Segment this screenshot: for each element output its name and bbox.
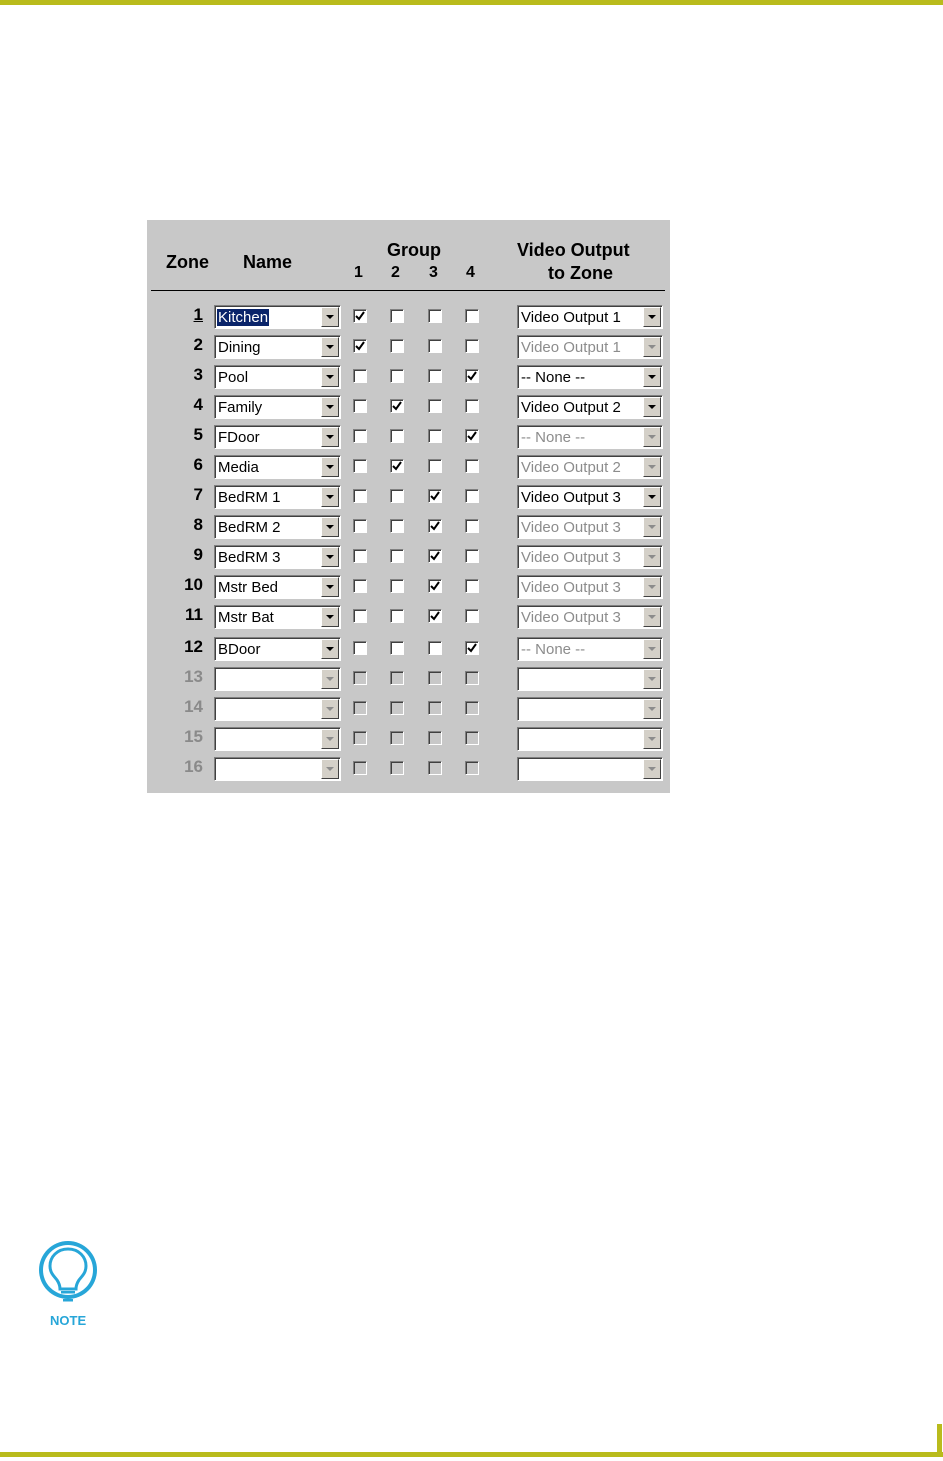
video-output-value: -- None -- (521, 429, 586, 446)
zone-number: 14 (184, 697, 203, 716)
video-output-combobox[interactable] (517, 545, 663, 569)
group-2-checkbox[interactable] (390, 671, 404, 685)
zone-name-combobox[interactable] (214, 305, 341, 329)
top-accent-rule (0, 0, 943, 5)
dropdown-button[interactable] (643, 307, 661, 327)
group-1-checkbox[interactable] (353, 429, 367, 443)
zone-number: 4 (193, 395, 203, 414)
zone-number: 16 (184, 757, 203, 776)
zone-number: 1 (193, 305, 203, 324)
group-2-checkbox[interactable] (390, 579, 404, 593)
dropdown-button[interactable] (643, 759, 661, 779)
dropdown-button[interactable] (643, 397, 661, 417)
group-4-checkbox[interactable] (465, 549, 479, 563)
video-output-value: Video Output 1 (521, 339, 621, 356)
dropdown-button[interactable] (321, 397, 339, 417)
header-divider (151, 290, 665, 291)
bottom-accent-tick (937, 1424, 942, 1457)
chevron-down-icon (326, 525, 334, 529)
group-4-checkbox[interactable] (465, 641, 479, 655)
group-1-checkbox[interactable] (353, 731, 367, 745)
zone-number: 3 (193, 365, 203, 384)
chevron-down-icon (326, 767, 334, 771)
video-output-value: -- None -- (521, 369, 586, 386)
video-output-value: Video Output 3 (521, 579, 621, 596)
header-video-output: Video Output (517, 240, 630, 260)
group-4-checkbox[interactable] (465, 701, 479, 715)
chevron-down-icon (648, 677, 656, 681)
chevron-down-icon (648, 375, 656, 379)
zone-name-combobox[interactable] (214, 335, 341, 359)
dropdown-button[interactable] (643, 639, 661, 659)
dropdown-button[interactable] (321, 517, 339, 537)
zone-row (147, 602, 670, 632)
group-1-checkbox[interactable] (353, 579, 367, 593)
group-3-checkbox[interactable] (428, 609, 442, 623)
chevron-down-icon (648, 315, 656, 319)
zone-number: 9 (193, 545, 203, 564)
group-1-checkbox[interactable] (353, 459, 367, 473)
dropdown-button[interactable] (643, 427, 661, 447)
group-3-checkbox[interactable] (428, 339, 442, 353)
header-group-3: 3 (429, 264, 438, 281)
zone-row (147, 542, 670, 572)
video-output-combobox[interactable] (517, 305, 663, 329)
zone-name-combobox[interactable] (214, 637, 341, 661)
group-2-checkbox[interactable] (390, 369, 404, 383)
zone-name-combobox[interactable] (214, 485, 341, 509)
bottom-accent-rule (0, 1452, 943, 1457)
dropdown-button[interactable] (321, 759, 339, 779)
zone-row (147, 694, 670, 724)
video-output-combobox[interactable] (517, 697, 663, 721)
group-3-checkbox[interactable] (428, 701, 442, 715)
group-3-checkbox[interactable] (428, 579, 442, 593)
chevron-down-icon (326, 495, 334, 499)
video-output-combobox[interactable] (517, 757, 663, 781)
group-4-checkbox[interactable] (465, 369, 479, 383)
group-3-checkbox[interactable] (428, 489, 442, 503)
zone-name-value: BedRM 1 (218, 489, 281, 506)
dropdown-button[interactable] (643, 547, 661, 567)
chevron-down-icon (648, 707, 656, 711)
chevron-down-icon (326, 345, 334, 349)
zone-row (147, 422, 670, 452)
video-output-combobox[interactable] (517, 575, 663, 599)
group-1-checkbox[interactable] (353, 671, 367, 685)
chevron-down-icon (648, 525, 656, 529)
header-group: Group (387, 240, 441, 260)
group-4-checkbox[interactable] (465, 761, 479, 775)
zone-row (147, 512, 670, 542)
group-3-checkbox[interactable] (428, 369, 442, 383)
dropdown-button[interactable] (643, 669, 661, 689)
header-group-4: 4 (466, 264, 475, 281)
video-output-combobox[interactable] (517, 515, 663, 539)
chevron-down-icon (326, 465, 334, 469)
dropdown-button[interactable] (321, 367, 339, 387)
zone-name-combobox[interactable] (214, 757, 341, 781)
chevron-down-icon (648, 435, 656, 439)
group-1-checkbox[interactable] (353, 549, 367, 563)
video-output-combobox[interactable] (517, 365, 663, 389)
group-1-checkbox[interactable] (353, 339, 367, 353)
chevron-down-icon (648, 647, 656, 651)
zone-name-value: Dining (218, 339, 261, 356)
group-4-checkbox[interactable] (465, 399, 479, 413)
group-3-checkbox[interactable] (428, 399, 442, 413)
group-1-checkbox[interactable] (353, 761, 367, 775)
header-group-2: 2 (391, 264, 400, 281)
group-2-checkbox[interactable] (390, 701, 404, 715)
group-4-checkbox[interactable] (465, 339, 479, 353)
group-2-checkbox[interactable] (390, 489, 404, 503)
note-label: NOTE (50, 1313, 87, 1328)
dropdown-button[interactable] (321, 607, 339, 627)
dropdown-button[interactable] (643, 337, 661, 357)
zone-row (147, 572, 670, 602)
group-3-checkbox[interactable] (428, 309, 442, 323)
chevron-down-icon (648, 585, 656, 589)
group-3-checkbox[interactable] (428, 641, 442, 655)
zone-name-combobox[interactable] (214, 365, 341, 389)
dropdown-button[interactable] (643, 577, 661, 597)
group-3-checkbox[interactable] (428, 429, 442, 443)
zone-number: 7 (193, 485, 203, 504)
zone-name-value: BDoor (218, 641, 261, 658)
chevron-down-icon (648, 495, 656, 499)
group-3-checkbox[interactable] (428, 731, 442, 745)
group-1-checkbox[interactable] (353, 399, 367, 413)
video-output-value: Video Output 3 (521, 549, 621, 566)
video-output-combobox[interactable] (517, 455, 663, 479)
group-2-checkbox[interactable] (390, 641, 404, 655)
dropdown-button[interactable] (643, 517, 661, 537)
header-zone: Zone (166, 252, 209, 272)
zone-number: 8 (193, 515, 203, 534)
video-output-combobox[interactable] (517, 605, 663, 629)
group-2-checkbox[interactable] (390, 459, 404, 473)
chevron-down-icon (648, 767, 656, 771)
dropdown-button[interactable] (321, 457, 339, 477)
zone-row (147, 724, 670, 754)
group-1-checkbox[interactable] (353, 701, 367, 715)
group-4-checkbox[interactable] (465, 579, 479, 593)
dropdown-button[interactable] (321, 639, 339, 659)
zone-number: 13 (184, 667, 203, 686)
group-2-checkbox[interactable] (390, 339, 404, 353)
zone-number: 12 (184, 637, 203, 656)
zone-name-value: BedRM 2 (218, 519, 281, 536)
group-3-checkbox[interactable] (428, 549, 442, 563)
zone-settings-panel (147, 220, 670, 793)
group-3-checkbox[interactable] (428, 761, 442, 775)
chevron-down-icon (326, 315, 334, 319)
zone-row (147, 634, 670, 664)
video-output-combobox[interactable] (517, 395, 663, 419)
zone-number: 2 (193, 335, 203, 354)
video-output-combobox[interactable] (517, 425, 663, 449)
header-name: Name (243, 252, 293, 272)
group-2-checkbox[interactable] (390, 519, 404, 533)
chevron-down-icon (326, 737, 334, 741)
dropdown-button[interactable] (643, 607, 661, 627)
group-4-checkbox[interactable] (465, 671, 479, 685)
dropdown-button[interactable] (643, 699, 661, 719)
group-4-checkbox[interactable] (465, 609, 479, 623)
chevron-down-icon (326, 435, 334, 439)
zone-row (147, 302, 670, 332)
chevron-down-icon (648, 615, 656, 619)
chevron-down-icon (326, 707, 334, 711)
zone-name-combobox[interactable] (214, 727, 341, 751)
group-4-checkbox[interactable] (465, 309, 479, 323)
group-2-checkbox[interactable] (390, 731, 404, 745)
dropdown-button[interactable] (321, 547, 339, 567)
chevron-down-icon (648, 345, 656, 349)
zone-row (147, 664, 670, 694)
zone-number: 15 (184, 727, 203, 746)
zone-name-combobox[interactable] (214, 575, 341, 599)
dropdown-button[interactable] (321, 337, 339, 357)
zone-number: 10 (184, 575, 203, 594)
dropdown-button[interactable] (321, 487, 339, 507)
group-4-checkbox[interactable] (465, 519, 479, 533)
zone-number: 5 (193, 425, 203, 444)
group-2-checkbox[interactable] (390, 399, 404, 413)
zone-name-combobox[interactable] (214, 545, 341, 569)
chevron-down-icon (326, 647, 334, 651)
group-1-checkbox[interactable] (353, 369, 367, 383)
group-3-checkbox[interactable] (428, 459, 442, 473)
header-group-1: 1 (354, 264, 363, 281)
chevron-down-icon (326, 405, 334, 409)
chevron-down-icon (326, 677, 334, 681)
chevron-down-icon (326, 585, 334, 589)
group-4-checkbox[interactable] (465, 429, 479, 443)
chevron-down-icon (648, 405, 656, 409)
zone-row (147, 392, 670, 422)
chevron-down-icon (648, 737, 656, 741)
video-output-value: Video Output 2 (521, 459, 621, 476)
chevron-down-icon (648, 555, 656, 559)
group-4-checkbox[interactable] (465, 489, 479, 503)
video-output-combobox[interactable] (517, 727, 663, 751)
zone-name-value: BedRM 3 (218, 549, 281, 566)
dropdown-button[interactable] (321, 577, 339, 597)
zone-name-combobox[interactable] (214, 667, 341, 691)
group-4-checkbox[interactable] (465, 459, 479, 473)
zone-number: 6 (193, 455, 203, 474)
zone-name-value: Family (218, 399, 263, 416)
header-to-zone: to Zone (548, 263, 613, 283)
zone-name-combobox[interactable] (214, 455, 341, 479)
dropdown-button[interactable] (643, 729, 661, 749)
zone-name-value: Media (218, 459, 259, 476)
video-output-value: Video Output 3 (521, 609, 621, 626)
zone-name-value: Mstr Bat (218, 609, 274, 626)
group-2-checkbox[interactable] (390, 761, 404, 775)
chevron-down-icon (326, 375, 334, 379)
chevron-down-icon (648, 465, 656, 469)
group-2-checkbox[interactable] (390, 309, 404, 323)
group-1-checkbox[interactable] (353, 309, 367, 323)
zone-name-value: Mstr Bed (218, 579, 279, 596)
group-3-checkbox[interactable] (428, 671, 442, 685)
dropdown-button[interactable] (321, 669, 339, 689)
group-1-checkbox[interactable] (353, 519, 367, 533)
video-output-combobox[interactable] (517, 485, 663, 509)
group-1-checkbox[interactable] (353, 489, 367, 503)
dropdown-button[interactable] (321, 307, 339, 327)
chevron-down-icon (326, 555, 334, 559)
video-output-value: -- None -- (521, 641, 586, 658)
group-3-checkbox[interactable] (428, 519, 442, 533)
chevron-down-icon (326, 615, 334, 619)
group-2-checkbox[interactable] (390, 609, 404, 623)
video-output-combobox[interactable] (517, 667, 663, 691)
zone-name-value: Kitchen (218, 309, 269, 326)
group-1-checkbox[interactable] (353, 609, 367, 623)
zone-row (147, 754, 670, 784)
video-output-value: Video Output 3 (521, 519, 621, 536)
group-2-checkbox[interactable] (390, 549, 404, 563)
group-4-checkbox[interactable] (465, 731, 479, 745)
zone-row (147, 482, 670, 512)
dropdown-button[interactable] (643, 367, 661, 387)
video-output-value: Video Output 1 (521, 309, 621, 326)
zone-name-combobox[interactable] (214, 515, 341, 539)
dropdown-button[interactable] (643, 457, 661, 477)
group-2-checkbox[interactable] (390, 429, 404, 443)
video-output-value: Video Output 2 (521, 399, 621, 416)
dropdown-button[interactable] (321, 699, 339, 719)
zone-name-combobox[interactable] (214, 425, 341, 449)
dropdown-button[interactable] (321, 427, 339, 447)
video-output-combobox[interactable] (517, 637, 663, 661)
dropdown-button[interactable] (321, 729, 339, 749)
dropdown-button[interactable] (643, 487, 661, 507)
zone-name-combobox[interactable] (214, 605, 341, 629)
video-output-combobox[interactable] (517, 335, 663, 359)
zone-name-value: Pool (218, 369, 249, 386)
video-output-value: Video Output 3 (521, 489, 621, 506)
zone-row (147, 452, 670, 482)
zone-row (147, 332, 670, 362)
zone-number: 11 (185, 605, 203, 624)
zone-row (147, 362, 670, 392)
group-1-checkbox[interactable] (353, 641, 367, 655)
zone-name-combobox[interactable] (214, 697, 341, 721)
zone-name-combobox[interactable] (214, 395, 341, 419)
zone-name-value: FDoor (218, 429, 260, 446)
